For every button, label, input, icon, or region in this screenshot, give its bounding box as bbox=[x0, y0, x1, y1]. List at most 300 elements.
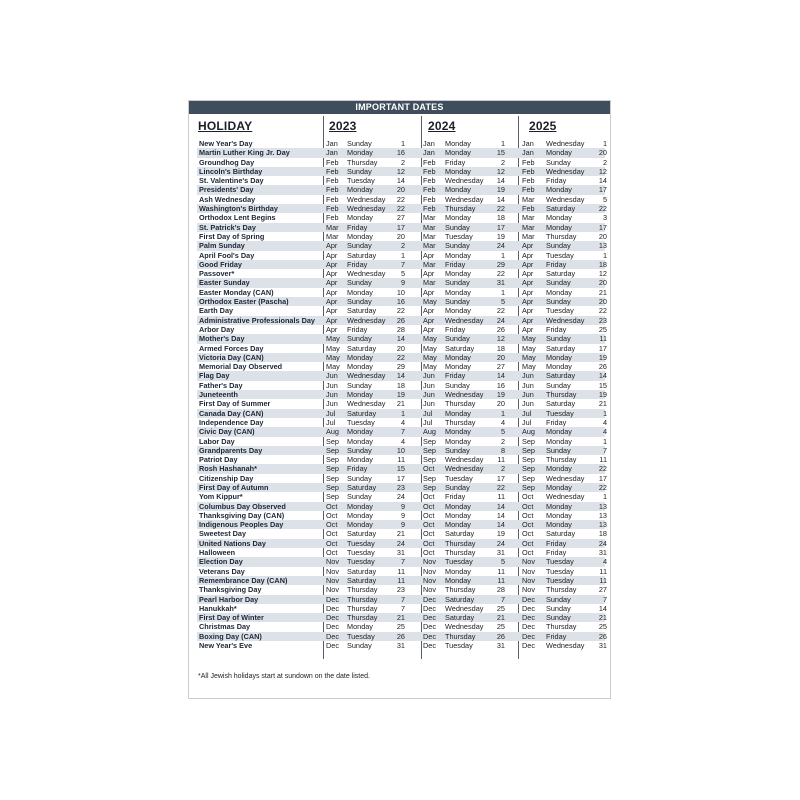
month-cell: May bbox=[423, 343, 437, 353]
month-cell: Jun bbox=[423, 399, 435, 409]
day-number-cell: 7 bbox=[400, 259, 405, 269]
day-number-cell: 27 bbox=[598, 585, 607, 595]
weekday-cell: Friday bbox=[347, 222, 368, 232]
month-cell: Jun bbox=[423, 390, 435, 400]
table-row bbox=[197, 371, 605, 380]
day-number-cell: 31 bbox=[396, 548, 405, 558]
day-number-cell: 26 bbox=[598, 362, 607, 372]
month-cell: Sep bbox=[326, 445, 339, 455]
weekday-cell: Sunday bbox=[347, 380, 372, 390]
month-cell: Nov bbox=[522, 557, 535, 567]
table-row bbox=[197, 492, 605, 501]
holiday-name: Hanukkah* bbox=[199, 603, 237, 613]
table-row bbox=[197, 576, 605, 585]
table-row bbox=[197, 232, 605, 241]
month-cell: Sep bbox=[326, 473, 339, 483]
weekday-cell: Monday bbox=[546, 482, 572, 492]
month-cell: Dec bbox=[423, 613, 436, 623]
table-row bbox=[197, 288, 605, 297]
table-row bbox=[197, 241, 605, 250]
weekday-cell: Saturday bbox=[445, 529, 475, 539]
weekday-cell: Monday bbox=[445, 139, 471, 148]
table-row bbox=[197, 437, 605, 446]
month-cell: May bbox=[423, 352, 437, 362]
month-cell: Sep bbox=[522, 464, 535, 474]
month-cell: Nov bbox=[326, 585, 339, 595]
month-cell: Sep bbox=[522, 455, 535, 465]
month-cell: Nov bbox=[326, 566, 339, 576]
holiday-name: Rosh Hashanah* bbox=[199, 464, 257, 474]
day-number-cell: 22 bbox=[496, 269, 505, 279]
holiday-name: Groundhog Day bbox=[199, 157, 255, 167]
day-number-cell: 31 bbox=[496, 641, 505, 651]
day-number-cell: 7 bbox=[500, 594, 505, 604]
table-row bbox=[197, 344, 605, 353]
weekday-cell: Tuesday bbox=[347, 176, 375, 186]
table-row bbox=[197, 483, 605, 492]
day-number-cell: 22 bbox=[396, 306, 405, 316]
weekday-cell: Monday bbox=[445, 566, 471, 576]
day-number-cell: 26 bbox=[598, 631, 607, 641]
month-cell: Apr bbox=[326, 287, 338, 297]
holiday-name: Independence Day bbox=[199, 417, 264, 427]
month-cell: Oct bbox=[522, 548, 534, 558]
day-number-cell: 25 bbox=[396, 622, 405, 632]
month-cell: Oct bbox=[423, 492, 435, 502]
holiday-name: Father's Day bbox=[199, 380, 243, 390]
holiday-name: Labor Day bbox=[199, 436, 235, 446]
weekday-cell: Sunday bbox=[546, 380, 571, 390]
day-number-cell: 19 bbox=[496, 529, 505, 539]
weekday-cell: Wednesday bbox=[546, 641, 585, 651]
day-number-cell: 17 bbox=[598, 222, 607, 232]
weekday-cell: Sunday bbox=[445, 482, 470, 492]
weekday-cell: Saturday bbox=[546, 371, 576, 381]
day-number-cell: 16 bbox=[496, 380, 505, 390]
holiday-name: Indigenous Peoples Day bbox=[199, 520, 284, 530]
table-row bbox=[197, 195, 605, 204]
weekday-cell: Sunday bbox=[445, 380, 470, 390]
weekday-cell: Wednesday bbox=[445, 455, 484, 465]
weekday-cell: Friday bbox=[445, 324, 466, 334]
month-cell: Apr bbox=[326, 297, 338, 307]
weekday-cell: Sunday bbox=[445, 297, 470, 307]
month-cell: Sep bbox=[326, 436, 339, 446]
month-cell: Feb bbox=[522, 204, 535, 214]
holiday-name: Flag Day bbox=[199, 371, 230, 381]
table-row bbox=[197, 353, 605, 362]
holiday-table bbox=[197, 139, 605, 650]
day-number-cell: 20 bbox=[598, 148, 607, 158]
table-row bbox=[197, 204, 605, 213]
weekday-cell: Sunday bbox=[347, 445, 372, 455]
month-cell: Dec bbox=[326, 641, 339, 651]
month-cell: Oct bbox=[522, 529, 534, 539]
month-cell: Apr bbox=[326, 315, 338, 325]
month-cell: Jun bbox=[522, 399, 534, 409]
day-number-cell: 10 bbox=[396, 445, 405, 455]
table-row bbox=[197, 511, 605, 520]
holiday-name: Yom Kippur* bbox=[199, 492, 243, 502]
table-row bbox=[197, 585, 605, 594]
month-cell: May bbox=[522, 352, 536, 362]
weekday-cell: Saturday bbox=[546, 399, 576, 409]
day-number-cell: 23 bbox=[598, 315, 607, 325]
month-cell: Oct bbox=[326, 529, 338, 539]
day-number-cell: 11 bbox=[397, 566, 405, 576]
table-row bbox=[197, 185, 605, 194]
month-cell: Apr bbox=[423, 306, 435, 316]
weekday-cell: Tuesday bbox=[347, 417, 375, 427]
weekday-cell: Monday bbox=[445, 213, 471, 223]
weekday-cell: Monday bbox=[445, 185, 471, 195]
day-number-cell: 17 bbox=[598, 185, 607, 195]
table-row bbox=[197, 641, 605, 650]
month-cell: May bbox=[522, 362, 536, 372]
weekday-cell: Thursday bbox=[445, 204, 476, 214]
holiday-name: First Day of Summer bbox=[199, 399, 271, 409]
weekday-cell: Monday bbox=[445, 250, 471, 260]
weekday-cell: Sunday bbox=[445, 334, 470, 344]
weekday-cell: Thursday bbox=[546, 231, 577, 241]
day-number-cell: 2 bbox=[602, 157, 607, 167]
month-cell: Jan bbox=[326, 139, 338, 148]
day-number-cell: 29 bbox=[496, 259, 505, 269]
table-row bbox=[197, 176, 605, 185]
day-number-cell: 26 bbox=[396, 315, 405, 325]
month-cell: Mar bbox=[423, 231, 436, 241]
day-number-cell: 11 bbox=[599, 575, 607, 585]
day-number-cell: 2 bbox=[500, 436, 505, 446]
weekday-cell: Monday bbox=[546, 148, 572, 158]
page-title: IMPORTANT DATES bbox=[189, 101, 610, 114]
day-number-cell: 26 bbox=[396, 631, 405, 641]
table-row bbox=[197, 632, 605, 641]
weekday-cell: Monday bbox=[445, 148, 471, 158]
holiday-name: Armed Forces Day bbox=[199, 343, 264, 353]
month-cell: Nov bbox=[423, 566, 436, 576]
day-number-cell: 21 bbox=[396, 399, 405, 409]
holiday-name: Pearl Harbor Day bbox=[199, 594, 259, 604]
weekday-cell: Sunday bbox=[347, 492, 372, 502]
table-row bbox=[197, 446, 605, 455]
weekday-cell: Monday bbox=[347, 352, 373, 362]
table-row bbox=[197, 213, 605, 222]
month-cell: Feb bbox=[326, 166, 339, 176]
weekday-cell: Sunday bbox=[347, 166, 372, 176]
day-number-cell: 13 bbox=[598, 241, 607, 251]
weekday-cell: Tuesday bbox=[546, 566, 574, 576]
month-cell: Feb bbox=[522, 157, 535, 167]
holiday-name: Memorial Day Observed bbox=[199, 362, 283, 372]
day-number-cell: 15 bbox=[598, 380, 607, 390]
month-cell: Apr bbox=[423, 287, 435, 297]
weekday-cell: Monday bbox=[347, 287, 373, 297]
table-row bbox=[197, 474, 605, 483]
day-number-cell: 18 bbox=[598, 529, 607, 539]
day-number-cell: 11 bbox=[497, 492, 505, 502]
weekday-cell: Friday bbox=[546, 631, 567, 641]
table-row bbox=[197, 223, 605, 232]
month-cell: Mar bbox=[522, 194, 535, 204]
month-cell: Apr bbox=[326, 250, 338, 260]
holiday-name: Orthodox Easter (Pascha) bbox=[199, 297, 289, 307]
month-cell: Nov bbox=[423, 557, 436, 567]
day-number-cell: 19 bbox=[598, 390, 607, 400]
weekday-cell: Monday bbox=[445, 166, 471, 176]
month-cell: Feb bbox=[423, 176, 436, 186]
weekday-cell: Monday bbox=[445, 408, 471, 418]
month-cell: Apr bbox=[522, 241, 534, 251]
month-cell: Dec bbox=[423, 622, 436, 632]
day-number-cell: 20 bbox=[598, 297, 607, 307]
table-row bbox=[197, 278, 605, 287]
table-row bbox=[197, 548, 605, 557]
holiday-name: Civic Day (CAN) bbox=[199, 427, 255, 437]
month-cell: Apr bbox=[423, 324, 435, 334]
day-number-cell: 10 bbox=[396, 287, 405, 297]
day-number-cell: 13 bbox=[598, 510, 607, 520]
holiday-name: Victoria Day (CAN) bbox=[199, 352, 264, 362]
weekday-cell: Wednesday bbox=[347, 399, 386, 409]
weekday-cell: Thursday bbox=[347, 585, 378, 595]
day-number-cell: 1 bbox=[602, 492, 607, 502]
year-2025-header: 2025 bbox=[529, 119, 557, 133]
day-number-cell: 5 bbox=[500, 427, 505, 437]
weekday-cell: Friday bbox=[347, 259, 368, 269]
weekday-cell: Tuesday bbox=[347, 538, 375, 548]
day-number-cell: 25 bbox=[598, 324, 607, 334]
day-number-cell: 9 bbox=[400, 278, 405, 288]
month-cell: Dec bbox=[522, 613, 535, 623]
month-cell: Sep bbox=[522, 482, 535, 492]
holiday-name: Easter Monday (CAN) bbox=[199, 287, 274, 297]
weekday-cell: Sunday bbox=[347, 139, 372, 148]
day-number-cell: 7 bbox=[400, 427, 405, 437]
day-number-cell: 12 bbox=[396, 166, 405, 176]
day-number-cell: 1 bbox=[602, 408, 607, 418]
table-row bbox=[197, 381, 605, 390]
weekday-cell: Tuesday bbox=[347, 557, 375, 567]
weekday-cell: Monday bbox=[347, 501, 373, 511]
weekday-cell: Tuesday bbox=[546, 557, 574, 567]
month-cell: Apr bbox=[522, 324, 534, 334]
day-number-cell: 21 bbox=[396, 529, 405, 539]
day-number-cell: 13 bbox=[598, 520, 607, 530]
holiday-name: Veterans Day bbox=[199, 566, 245, 576]
weekday-cell: Saturday bbox=[347, 343, 377, 353]
day-number-cell: 27 bbox=[496, 362, 505, 372]
day-number-cell: 21 bbox=[598, 613, 607, 623]
holiday-name: Orthodox Lent Begins bbox=[199, 213, 276, 223]
month-cell: Mar bbox=[522, 231, 535, 241]
weekday-cell: Monday bbox=[546, 436, 572, 446]
day-number-cell: 20 bbox=[496, 399, 505, 409]
table-row bbox=[197, 464, 605, 473]
day-number-cell: 20 bbox=[396, 343, 405, 353]
weekday-cell: Sunday bbox=[347, 297, 372, 307]
month-cell: Jan bbox=[423, 139, 435, 148]
month-cell: May bbox=[522, 343, 536, 353]
holiday-name: Thanksgiving Day (CAN) bbox=[199, 510, 285, 520]
weekday-cell: Monday bbox=[546, 362, 572, 372]
month-cell: Oct bbox=[423, 510, 435, 520]
weekday-cell: Saturday bbox=[347, 529, 377, 539]
month-cell: Nov bbox=[522, 575, 535, 585]
day-number-cell: 24 bbox=[496, 315, 505, 325]
day-number-cell: 1 bbox=[400, 250, 405, 260]
holiday-name: Grandparents Day bbox=[199, 445, 263, 455]
holiday-name: Passover* bbox=[199, 269, 235, 279]
day-number-cell: 17 bbox=[396, 473, 405, 483]
month-cell: Dec bbox=[423, 594, 436, 604]
day-number-cell: 14 bbox=[496, 510, 505, 520]
day-number-cell: 12 bbox=[496, 166, 505, 176]
weekday-cell: Sunday bbox=[546, 278, 571, 288]
holiday-name: First Day of Autumn bbox=[199, 482, 269, 492]
day-number-cell: 22 bbox=[598, 204, 607, 214]
day-number-cell: 8 bbox=[500, 445, 505, 455]
day-number-cell: 29 bbox=[396, 362, 405, 372]
month-cell: Feb bbox=[326, 157, 339, 167]
month-cell: Apr bbox=[522, 315, 534, 325]
day-number-cell: 5 bbox=[400, 269, 405, 279]
month-cell: May bbox=[326, 334, 340, 344]
weekday-cell: Saturday bbox=[347, 306, 377, 316]
weekday-cell: Sunday bbox=[546, 594, 571, 604]
weekday-cell: Friday bbox=[546, 324, 567, 334]
month-cell: Dec bbox=[326, 613, 339, 623]
month-cell: Apr bbox=[522, 297, 534, 307]
month-cell: Oct bbox=[522, 501, 534, 511]
month-cell: Dec bbox=[326, 594, 339, 604]
month-cell: Jul bbox=[522, 408, 532, 418]
weekday-cell: Monday bbox=[546, 510, 572, 520]
weekday-cell: Thursday bbox=[445, 538, 476, 548]
table-row bbox=[197, 539, 605, 548]
weekday-cell: Monday bbox=[445, 362, 471, 372]
month-cell: Sep bbox=[522, 436, 535, 446]
table-row bbox=[197, 502, 605, 511]
holiday-name: Good Friday bbox=[199, 259, 242, 269]
month-cell: Oct bbox=[522, 492, 534, 502]
weekday-cell: Sunday bbox=[347, 241, 372, 251]
weekday-cell: Tuesday bbox=[347, 548, 375, 558]
day-number-cell: 24 bbox=[396, 538, 405, 548]
month-cell: Apr bbox=[326, 259, 338, 269]
month-cell: Feb bbox=[423, 194, 436, 204]
weekday-cell: Monday bbox=[546, 464, 572, 474]
day-number-cell: 31 bbox=[396, 641, 405, 651]
day-number-cell: 14 bbox=[496, 176, 505, 186]
month-cell: Dec bbox=[423, 603, 436, 613]
day-number-cell: 19 bbox=[496, 390, 505, 400]
holiday-name: Ash Wednesday bbox=[199, 194, 256, 204]
day-number-cell: 14 bbox=[598, 176, 607, 186]
weekday-cell: Saturday bbox=[445, 613, 475, 623]
day-number-cell: 18 bbox=[598, 259, 607, 269]
day-number-cell: 13 bbox=[598, 501, 607, 511]
weekday-cell: Wednesday bbox=[546, 139, 585, 148]
weekday-cell: Thursday bbox=[445, 585, 476, 595]
month-cell: Jul bbox=[423, 417, 433, 427]
weekday-cell: Monday bbox=[445, 520, 471, 530]
weekday-cell: Sunday bbox=[546, 445, 571, 455]
weekday-cell: Sunday bbox=[445, 222, 470, 232]
month-cell: Oct bbox=[326, 520, 338, 530]
weekday-cell: Monday bbox=[347, 436, 373, 446]
day-number-cell: 25 bbox=[496, 622, 505, 632]
holiday-name: Sweetest Day bbox=[199, 529, 247, 539]
table-row bbox=[197, 158, 605, 167]
day-number-cell: 27 bbox=[396, 213, 405, 223]
month-cell: Apr bbox=[522, 306, 534, 316]
month-cell: Apr bbox=[522, 250, 534, 260]
month-cell: Jun bbox=[522, 371, 534, 381]
day-number-cell: 21 bbox=[396, 613, 405, 623]
month-cell: Sep bbox=[423, 436, 436, 446]
weekday-cell: Sunday bbox=[546, 157, 571, 167]
month-cell: Dec bbox=[423, 631, 436, 641]
weekday-cell: Monday bbox=[445, 287, 471, 297]
weekday-cell: Monday bbox=[445, 501, 471, 511]
day-number-cell: 19 bbox=[598, 352, 607, 362]
month-cell: Apr bbox=[522, 278, 534, 288]
day-number-cell: 1 bbox=[602, 250, 607, 260]
day-number-cell: 14 bbox=[496, 371, 505, 381]
holiday-name: New Year's Day bbox=[199, 139, 253, 148]
day-number-cell: 17 bbox=[496, 473, 505, 483]
day-number-cell: 26 bbox=[496, 631, 505, 641]
month-cell: Dec bbox=[522, 641, 535, 651]
weekday-cell: Saturday bbox=[347, 575, 377, 585]
weekday-cell: Monday bbox=[445, 306, 471, 316]
month-cell: Feb bbox=[522, 185, 535, 195]
year-2023-header: 2023 bbox=[329, 119, 357, 133]
weekday-cell: Thursday bbox=[445, 399, 476, 409]
table-row bbox=[197, 567, 605, 576]
table-row bbox=[197, 409, 605, 418]
weekday-cell: Monday bbox=[445, 510, 471, 520]
weekday-cell: Sunday bbox=[347, 334, 372, 344]
day-number-cell: 22 bbox=[396, 204, 405, 214]
weekday-cell: Friday bbox=[546, 538, 567, 548]
weekday-cell: Sunday bbox=[546, 603, 571, 613]
month-cell: Apr bbox=[326, 324, 338, 334]
weekday-cell: Monday bbox=[546, 222, 572, 232]
weekday-cell: Friday bbox=[347, 324, 368, 334]
day-number-cell: 31 bbox=[598, 548, 607, 558]
month-cell: May bbox=[326, 343, 340, 353]
weekday-cell: Thursday bbox=[546, 455, 577, 465]
weekday-cell: Saturday bbox=[347, 566, 377, 576]
month-cell: Nov bbox=[423, 585, 436, 595]
month-cell: Oct bbox=[423, 538, 435, 548]
holiday-name: Palm Sunday bbox=[199, 241, 245, 251]
weekday-cell: Wednesday bbox=[347, 204, 386, 214]
weekday-cell: Saturday bbox=[546, 269, 576, 279]
weekday-cell: Thursday bbox=[347, 157, 378, 167]
month-cell: Oct bbox=[423, 529, 435, 539]
weekday-cell: Monday bbox=[546, 501, 572, 511]
day-number-cell: 19 bbox=[496, 231, 505, 241]
day-number-cell: 22 bbox=[396, 352, 405, 362]
day-number-cell: 1 bbox=[602, 139, 607, 148]
month-cell: Jan bbox=[326, 148, 338, 158]
day-number-cell: 21 bbox=[496, 613, 505, 623]
day-number-cell: 31 bbox=[598, 641, 607, 651]
holiday-name: Boxing Day (CAN) bbox=[199, 631, 262, 641]
